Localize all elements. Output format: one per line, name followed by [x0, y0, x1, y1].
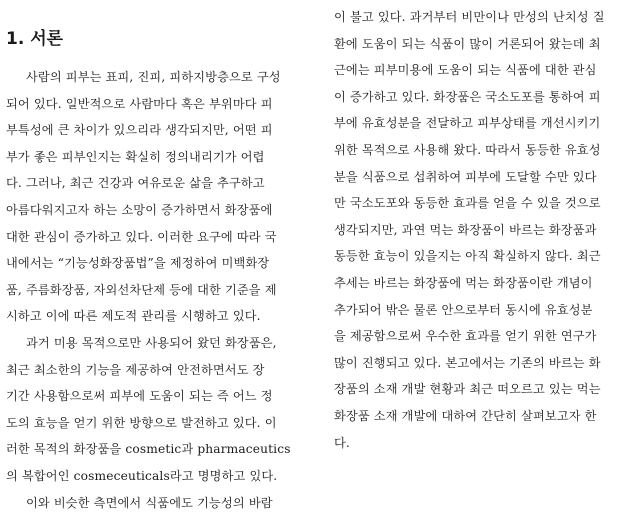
paragraph-2 [6, 330, 306, 490]
text-line: 품, 주름화장품, 자외선차단제 등에 대한 기준을 제 [6, 282, 277, 297]
text-line: 이 증가하고 있다. 화장품은 국소도포를 통하여 피 [334, 89, 601, 104]
paragraph-1 [6, 64, 306, 330]
section-heading: 1. 서론 [6, 29, 64, 49]
text-line: 도의 효능을 얻기 위한 방향으로 발전하고 있다. 이 [6, 415, 277, 430]
paragraph-3-continued [334, 4, 634, 456]
text-line: 다. 그러나, 최근 건강과 여유로운 삶을 추구하고 [6, 176, 265, 191]
text-line: 추가되어 밖은 물론 안으로부터 동시에 유효성분 [334, 302, 593, 317]
text-line: 만 국소도포와 동등한 효과를 얻을 수 있을 것으로 [334, 196, 601, 211]
text-line: 부특성에 큰 차이가 있으리라 생각되지만, 어떤 피 [6, 123, 273, 138]
text-line: 추세는 바르는 화장품에 먹는 화장품이란 개념이 [334, 275, 593, 290]
paragraph-3 [6, 490, 306, 517]
text-line: 최근 최소한의 기능을 제공하여 안전하면서도 장 [6, 362, 265, 377]
text-line: 과거 미용 목적으로만 사용되어 왔던 화장품은, [26, 335, 277, 350]
text-line: 아름다워지고자 하는 소망이 증가하면서 화장품에 [6, 202, 273, 217]
text-line: 부에 유효성분을 전달하고 피부상태를 개선시키기 [334, 116, 601, 131]
text-line: 시하고 이에 따른 제도적 관리를 시행하고 있다. [6, 309, 261, 324]
text-line: 화장품 소재 개발에 대하여 간단히 살펴보고자 한 [334, 408, 597, 423]
text-line: 동등한 효능이 있을지는 아직 확실하지 않다. 최근 [334, 249, 601, 264]
text-line: 분을 식품으로 섭취하여 피부에 도달할 수만 있다 [334, 169, 597, 184]
text-line: 위한 목적으로 사용해 왔다. 따라서 동등한 유효성 [334, 142, 601, 157]
text-line: 기간 사용함으로써 피부에 도움이 되는 즉 어느 정 [6, 389, 273, 404]
text-line: 되어 있다. 일반적으로 사람마다 혹은 부위마다 피 [6, 96, 273, 111]
text-line: 장품의 소재 개발 현황과 최근 떠오르고 있는 먹는 [334, 382, 601, 397]
left-column [6, 4, 306, 516]
text-line: 이 불고 있다. 과거부터 비만이나 만성의 난치성 질 [334, 10, 605, 24]
right-column [334, 4, 634, 456]
text-line: 환에 도움이 되는 식품이 많이 거론되어 왔는데 최 [334, 36, 601, 51]
text-line: 러한 목적의 화장품을 cosmetic과 pharmaceutics [6, 442, 291, 457]
text-line: 다. [334, 435, 350, 450]
text-line: 을 제공함으로써 우수한 효과를 얻기 위한 연구가 [334, 329, 597, 344]
text-line: 생각되지만, 과연 먹는 화장품이 바르는 화장품과 [334, 222, 597, 237]
text-line: 근에는 피부미용에 도움이 되는 식품에 대한 관심 [334, 63, 597, 78]
text-line: 많이 진행되고 있다. 본고에서는 기존의 바르는 화 [334, 355, 601, 370]
text-line: 의 복합어인 cosmeceuticals라고 명명하고 있다. [6, 468, 278, 483]
text-line: 이와 비슷한 측면에서 식품에도 기능성의 바람 [26, 495, 273, 510]
text-line: 사람의 피부는 표피, 진피, 피하지방층으로 구성 [26, 70, 281, 84]
text-line: 내에서는 “기능성화장품법”을 제정하여 미백화장 [6, 256, 270, 271]
text-line: 부가 좋은 피부인지는 확실히 정의내리기가 어렵 [6, 149, 265, 164]
text-line: 대한 관심이 증가하고 있다. 이러한 요구에 따라 국 [6, 229, 277, 244]
